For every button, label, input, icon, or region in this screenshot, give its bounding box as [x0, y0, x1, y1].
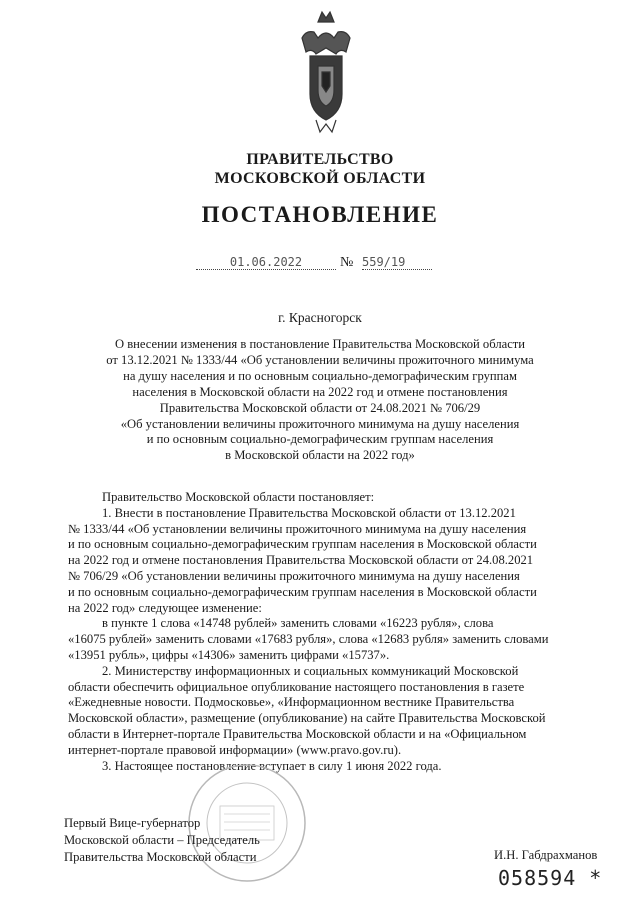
body-line: интернет-портале правовой информации» (www.pravo.gov.ru). — [68, 742, 402, 757]
document-number: 559/19 — [362, 255, 432, 270]
subject-line: в Московской области на 2022 год» — [225, 448, 415, 463]
subject-line: от 13.12.2021 № 1333/44 «Об установлении величины прожиточного минимума — [106, 352, 534, 367]
body-line: «16075 рублей» заменить словами «17683 рубля», слова «12683 рубля» заменить словами — [68, 632, 549, 647]
body-line: области в Интернет-портале Правительства Московской области и на «Официальном — [68, 726, 527, 741]
document-body — [68, 490, 612, 774]
body-line: на 2022 год» следующее изменение: — [68, 600, 262, 615]
document-subject — [100, 337, 540, 464]
signatory-title-line: Правительства Московской области — [64, 850, 257, 864]
body-line: Московской области», размещение (опубликование) на сайте Правительства Московской — [68, 711, 546, 726]
body-line: 1. Внести в постановление Правительства Московской области от 13.12.2021 — [102, 505, 516, 520]
document-date: 01.06.2022 — [196, 255, 336, 270]
body-line: «13951 рубль», цифры «14306» заменить цифрами «15737». — [68, 647, 390, 662]
date-number-line — [196, 255, 432, 275]
number-sign: № — [340, 255, 354, 270]
body-line: 3. Настоящее постановление вступает в силу 1 июня 2022 года. — [102, 758, 442, 773]
body-line: области обеспечить официальное опубликование настоящего постановления в газете — [68, 679, 525, 694]
government-title — [0, 150, 640, 188]
body-line: «Ежедневные новости. Подмосковье», «Информационном вестнике Правительства — [68, 695, 515, 710]
body-line: и по основным социально-демографическим группам населения в Московской области — [68, 537, 537, 552]
signatory-title — [64, 815, 260, 866]
body-line: № 1333/44 «Об установлении величины прожиточного минимума на душу населения — [68, 521, 527, 536]
signatory-title-line: Первый Вице-губернатор — [64, 816, 201, 830]
signatory-title-line: Московской области – Председатель — [64, 833, 260, 847]
body-line: 2. Министерству информационных и социальных коммуникаций Московской — [102, 663, 519, 678]
body-line: № 706/29 «Об установлении величины прожиточного минимума на душу населения — [68, 568, 520, 583]
body-line: на 2022 год и отмене постановления Правительства Московской области от 24.08.2021 — [68, 553, 534, 568]
city: г. Красногорск — [278, 310, 362, 325]
subject-line: и по основным социально-демографическим группам населения — [146, 432, 494, 447]
subject-line: на душу населения и по основным социально-демографическим группам — [123, 368, 517, 383]
subject-line: О внесении изменения в постановление Правительства Московской области — [114, 337, 526, 351]
serial-number: 058594 * — [498, 866, 603, 890]
coat-of-arms-emblem — [296, 8, 356, 136]
subject-line: Правительства Московской области от 24.08.2021 № 706/29 — [159, 400, 481, 415]
subject-line: населения в Московской области на 2022 год и отмене постановления — [132, 384, 508, 399]
body-line: в пункте 1 слова «14748 рублей» заменить словами «16223 рубля», слова — [102, 616, 494, 631]
document-type: ПОСТАНОВЛЕНИЕ — [201, 202, 439, 227]
org-line-2: МОСКОВСКОЙ ОБЛАСТИ — [214, 170, 426, 187]
subject-line: «Об установлении величины прожиточного минимума на душу населения — [120, 416, 520, 431]
org-line-1: ПРАВИТЕЛЬСТВО — [246, 151, 394, 168]
signatory-name: И.Н. Габдрахманов — [494, 848, 598, 862]
body-line: Правительство Московской области постановляет: — [102, 490, 375, 504]
body-line: и по основным социально-демографическим группам населения в Московской области — [68, 584, 537, 599]
